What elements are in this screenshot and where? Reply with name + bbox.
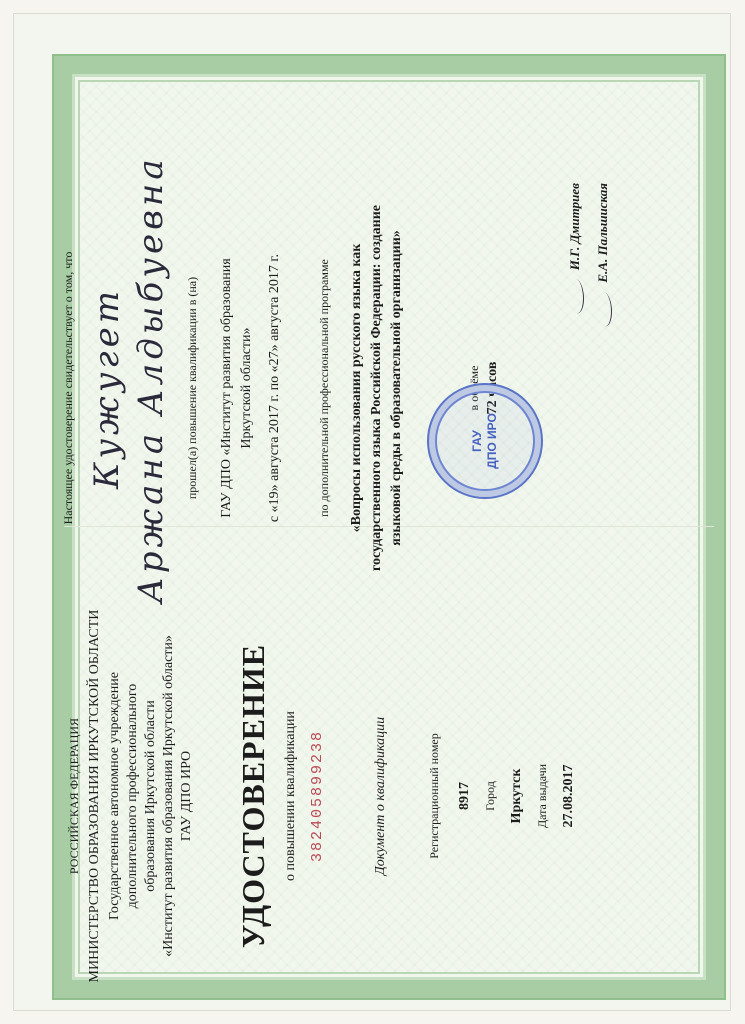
recipient-given-names: Аржана Алдыбуевна [131,155,171,603]
seal-line1: ГАУ [470,430,484,452]
document-subtitle: о повышении квалификации [283,711,298,881]
official-seal [427,383,543,499]
country: РОССИЙСКАЯ ФЕДЕРАЦИЯ [67,717,81,875]
signature-row-2 [595,183,612,326]
upper-page [47,155,687,603]
institution-line2: Иркутской области» [239,327,254,449]
signature-mark-1 [569,277,584,316]
program-line3: языковой среды в образовательной организации» [389,230,404,546]
org-line5: ГАУ ДПО ИРО [179,750,194,842]
institution-line1: ГАУ ДПО «Институт развития образования [219,258,234,518]
city-value: Иркутск [509,768,524,824]
course-dates: с «19» августа 2017 г. по «27» августа 2017 г. [267,253,282,523]
passed-label: прошел(а) повышение квалификации в (на) [185,276,199,500]
city-label: Город [483,781,497,811]
intro-text: Настоящее удостоверение свидетельствует о том, что [61,251,75,525]
signatory-1: И.Г. Дмитриев [567,183,582,271]
registration-number: 8917 [457,782,472,810]
serial-number: 382405899238 [309,729,326,863]
signature-mark-2 [597,289,612,328]
certificate-sheet [14,14,730,1010]
issue-date-value: 27.08.2017 [561,764,576,828]
volume-value: 72 часов [485,361,500,415]
signature-row-1 [567,183,584,313]
volume-label: в объёме [467,365,481,411]
org-line1: Государственное автономное учреждение [107,672,122,920]
recipient-surname: Кужугет [87,287,127,489]
program-label: по дополнительной профессиональной программе [317,259,331,517]
issue-date-label: Дата выдачи [535,763,549,829]
program-line1: «Вопросы использования русского языка как [349,243,364,533]
seal-line2: ДПО ИРО [485,413,499,469]
program-line2: государственного языка Российской Федерации: создание [369,205,384,571]
org-line4: «Институт развития образования Иркутской области» [161,635,176,957]
document-title: УДОСТОВЕРЕНИЕ [235,643,271,949]
signatory-2: Е.А. Пальшиская [595,183,610,283]
lower-page [47,581,687,1011]
org-line3: образования Иркутской области [143,700,158,892]
document-type: Документ о квалификации [373,716,388,876]
registration-label: Регистрационный номер [427,733,441,859]
ministry: МИНИСТЕРСТВО ОБРАЗОВАНИЯ ИРКУТСКОЙ ОБЛАСТИ [87,609,102,983]
org-line2: дополнительного профессионального [125,683,140,909]
